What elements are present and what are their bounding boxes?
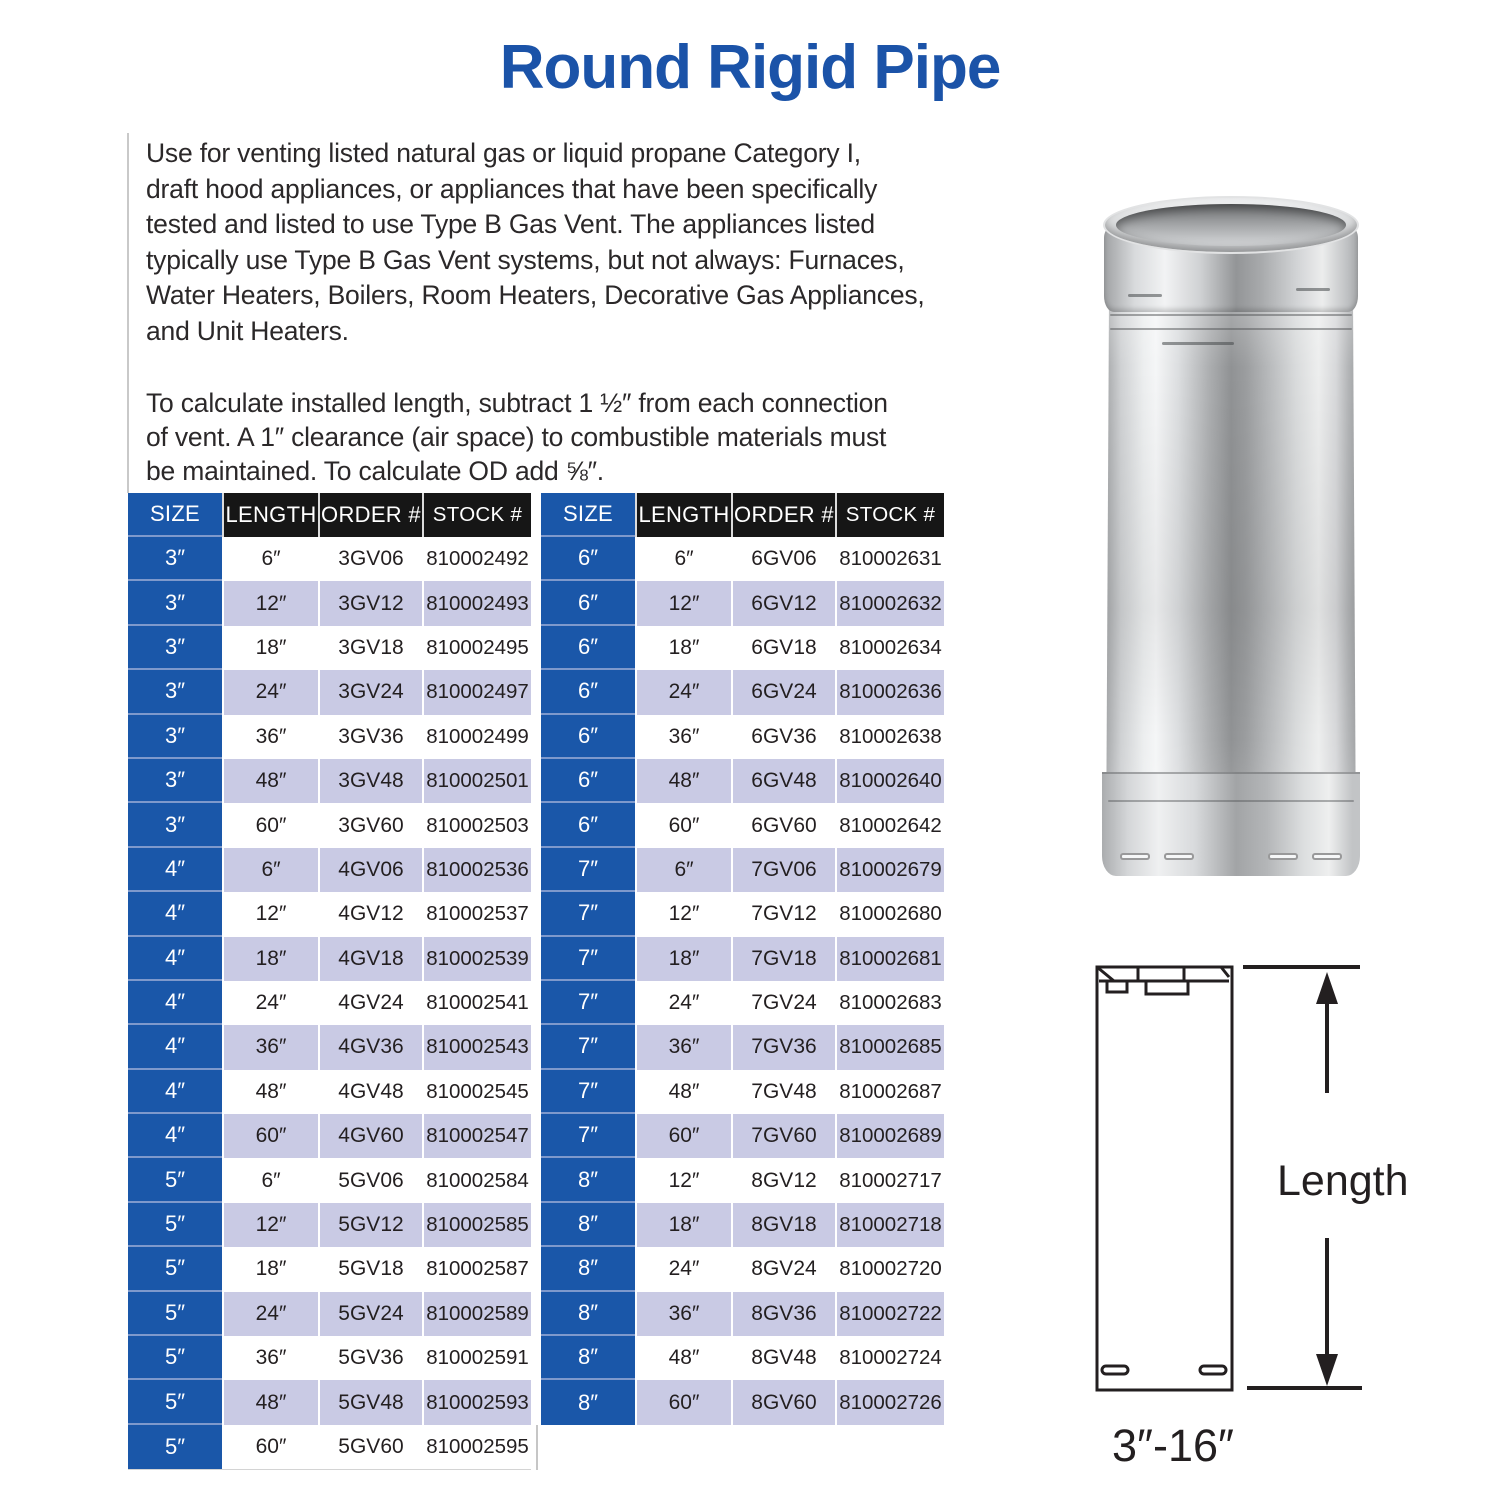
- table-row: [128, 670, 531, 714]
- length-cell: 18″: [222, 626, 318, 670]
- length-cell: 60″: [635, 803, 731, 847]
- length-cell: 48″: [222, 759, 318, 803]
- size-cell: 7″: [541, 937, 635, 981]
- size-cell: 4″: [128, 848, 222, 892]
- table-row: [541, 715, 944, 759]
- note-paragraph: [146, 386, 888, 488]
- size-cell: 4″: [128, 1070, 222, 1114]
- order-cell: 4GV48: [318, 1070, 422, 1114]
- table-row: [541, 803, 944, 847]
- size-cell: 3″: [128, 803, 222, 847]
- size-cell: 5″: [128, 1425, 222, 1469]
- length-cell: 48″: [222, 1380, 318, 1424]
- length-cell: 6″: [635, 537, 731, 581]
- size-cell: 5″: [128, 1158, 222, 1202]
- table-row: [128, 892, 531, 936]
- order-cell: 4GV18: [318, 937, 422, 981]
- stock-cell: 810002593: [422, 1380, 531, 1424]
- table-row: [128, 1380, 531, 1424]
- table-row: [541, 1336, 944, 1380]
- order-cell: 8GV18: [731, 1203, 835, 1247]
- header-length: LENGTH: [635, 493, 731, 537]
- size-cell: 5″: [128, 1247, 222, 1291]
- table-row: [541, 537, 944, 581]
- table-body: [128, 537, 531, 1469]
- size-cell: 6″: [541, 670, 635, 714]
- stock-cell: 810002585: [422, 1203, 531, 1247]
- length-cell: 24″: [635, 1247, 731, 1291]
- stock-cell: 810002724: [835, 1336, 944, 1380]
- stock-cell: 810002631: [835, 537, 944, 581]
- table-row: [128, 1070, 531, 1114]
- length-cell: 18″: [635, 626, 731, 670]
- size-cell: 3″: [128, 715, 222, 759]
- order-cell: 8GV48: [731, 1336, 835, 1380]
- stock-cell: 810002589: [422, 1292, 531, 1336]
- size-cell: 7″: [541, 981, 635, 1025]
- order-cell: 4GV24: [318, 981, 422, 1025]
- order-cell: 5GV48: [318, 1380, 422, 1424]
- stock-cell: 810002638: [835, 715, 944, 759]
- order-cell: 6GV24: [731, 670, 835, 714]
- size-cell: 8″: [541, 1203, 635, 1247]
- length-cell: 6″: [222, 1158, 318, 1202]
- table-header-row: [541, 493, 944, 537]
- stock-cell: 810002545: [422, 1070, 531, 1114]
- order-cell: 4GV36: [318, 1025, 422, 1069]
- header-stock: STOCK #: [835, 493, 944, 537]
- table-row: [128, 715, 531, 759]
- stock-cell: 810002642: [835, 803, 944, 847]
- stock-cell: 810002679: [835, 848, 944, 892]
- length-label: Length: [1277, 1157, 1409, 1205]
- size-cell: 6″: [541, 715, 635, 759]
- stock-cell: 810002632: [835, 581, 944, 625]
- size-cell: 4″: [128, 1025, 222, 1069]
- length-diagram: [1080, 950, 1420, 1410]
- length-cell: 60″: [635, 1114, 731, 1158]
- table-row: [128, 1247, 531, 1291]
- size-cell: 3″: [128, 537, 222, 581]
- table-row: [541, 581, 944, 625]
- order-cell: 4GV60: [318, 1114, 422, 1158]
- intro-line: draft hood appliances, or appliances that have been specifically: [146, 173, 878, 204]
- intro-paragraph: [146, 136, 925, 349]
- pipe-photo: [1102, 196, 1360, 876]
- size-cell: 8″: [541, 1292, 635, 1336]
- stock-cell: 810002683: [835, 981, 944, 1025]
- length-diagram-drawing: [1080, 950, 1420, 1410]
- size-cell: 6″: [541, 803, 635, 847]
- size-range-label: 3″-16″: [1112, 1420, 1234, 1471]
- table-row: [541, 981, 944, 1025]
- left-rule: [127, 133, 129, 493]
- length-cell: 60″: [635, 1380, 731, 1424]
- spec-table-right: [541, 493, 944, 1425]
- order-cell: 8GV36: [731, 1292, 835, 1336]
- stock-cell: 810002591: [422, 1336, 531, 1380]
- table-row: [128, 626, 531, 670]
- pipe-slot: [1164, 853, 1194, 860]
- order-cell: 7GV36: [731, 1025, 835, 1069]
- bottom-slot: [1200, 1366, 1226, 1374]
- note-line: To calculate installed length, subtract 1 ½″ from each connection: [146, 388, 888, 418]
- table-row: [541, 1114, 944, 1158]
- length-cell: 48″: [635, 1070, 731, 1114]
- table-row: [541, 937, 944, 981]
- page-title: Round Rigid Pipe: [499, 33, 1001, 102]
- bottom-slot: [1102, 1366, 1128, 1374]
- size-cell: 3″: [128, 759, 222, 803]
- intro-line: and Unit Heaters.: [146, 315, 349, 346]
- size-cell: 8″: [541, 1158, 635, 1202]
- length-cell: 48″: [635, 759, 731, 803]
- size-cell: 6″: [541, 537, 635, 581]
- size-cell: 3″: [128, 581, 222, 625]
- order-cell: 3GV06: [318, 537, 422, 581]
- header-order: ORDER #: [731, 493, 835, 537]
- order-cell: 3GV60: [318, 803, 422, 847]
- stock-cell: 810002595: [422, 1425, 531, 1469]
- order-cell: 6GV12: [731, 581, 835, 625]
- size-cell: 8″: [541, 1247, 635, 1291]
- length-cell: 48″: [635, 1336, 731, 1380]
- table-row: [128, 1425, 531, 1469]
- length-cell: 12″: [635, 581, 731, 625]
- order-cell: 6GV60: [731, 803, 835, 847]
- length-cell: 24″: [222, 670, 318, 714]
- length-cell: 48″: [222, 1070, 318, 1114]
- size-cell: 8″: [541, 1336, 635, 1380]
- stock-cell: 810002537: [422, 892, 531, 936]
- stock-cell: 810002543: [422, 1025, 531, 1069]
- stock-cell: 810002495: [422, 626, 531, 670]
- stock-cell: 810002689: [835, 1114, 944, 1158]
- size-cell: 3″: [128, 670, 222, 714]
- size-cell: 7″: [541, 1025, 635, 1069]
- order-cell: 5GV12: [318, 1203, 422, 1247]
- pipe-slot: [1268, 853, 1298, 860]
- note-line: be maintained. To calculate OD add ⅝″.: [146, 456, 604, 486]
- stock-cell: 810002501: [422, 759, 531, 803]
- order-cell: 8GV12: [731, 1158, 835, 1202]
- length-cell: 24″: [635, 981, 731, 1025]
- stock-cell: 810002541: [422, 981, 531, 1025]
- stock-cell: 810002547: [422, 1114, 531, 1158]
- size-cell: 7″: [541, 848, 635, 892]
- up-arrowhead: [1316, 972, 1338, 1004]
- length-cell: 12″: [635, 1158, 731, 1202]
- order-cell: 3GV12: [318, 581, 422, 625]
- intro-line: Water Heaters, Boilers, Room Heaters, Decorative Gas Appliances,: [146, 280, 925, 310]
- spec-table-left: [128, 493, 531, 1470]
- table-row: [128, 537, 531, 581]
- size-cell: 7″: [541, 1114, 635, 1158]
- order-cell: 5GV06: [318, 1158, 422, 1202]
- length-cell: 12″: [635, 892, 731, 936]
- table-row: [541, 1292, 944, 1336]
- order-cell: 3GV48: [318, 759, 422, 803]
- table-row: [541, 1158, 944, 1202]
- table-body: [541, 537, 944, 1425]
- stock-cell: 810002726: [835, 1380, 944, 1424]
- length-cell: 60″: [222, 1425, 318, 1469]
- table-row: [541, 1247, 944, 1291]
- table-row: [128, 1114, 531, 1158]
- table-row: [128, 981, 531, 1025]
- table-row: [128, 848, 531, 892]
- size-cell: 5″: [128, 1336, 222, 1380]
- length-cell: 18″: [635, 937, 731, 981]
- order-cell: 7GV12: [731, 892, 835, 936]
- length-cell: 60″: [222, 803, 318, 847]
- size-cell: 4″: [128, 892, 222, 936]
- header-stock: STOCK #: [422, 493, 531, 537]
- length-cell: 6″: [222, 537, 318, 581]
- table-row: [128, 1336, 531, 1380]
- length-cell: 36″: [222, 1336, 318, 1380]
- length-cell: 24″: [635, 670, 731, 714]
- header-order: ORDER #: [318, 493, 422, 537]
- length-cell: 36″: [222, 715, 318, 759]
- size-cell: 3″: [128, 626, 222, 670]
- pipe-slot: [1120, 853, 1150, 860]
- order-cell: 7GV24: [731, 981, 835, 1025]
- size-cell: 7″: [541, 1070, 635, 1114]
- order-cell: 3GV18: [318, 626, 422, 670]
- table-row: [541, 892, 944, 936]
- table-edge-line: [536, 1425, 538, 1470]
- order-cell: 5GV36: [318, 1336, 422, 1380]
- stock-cell: 810002584: [422, 1158, 531, 1202]
- stock-cell: 810002640: [835, 759, 944, 803]
- order-cell: 6GV48: [731, 759, 835, 803]
- stock-cell: 810002636: [835, 670, 944, 714]
- stock-cell: 810002634: [835, 626, 944, 670]
- table-row: [541, 1380, 944, 1424]
- length-cell: 60″: [222, 1114, 318, 1158]
- table-row: [128, 581, 531, 625]
- stock-cell: 810002720: [835, 1247, 944, 1291]
- length-cell: 18″: [222, 1247, 318, 1291]
- stock-cell: 810002539: [422, 937, 531, 981]
- table-header-row: [128, 493, 531, 537]
- intro-line: Use for venting listed natural gas or liquid propane Category I,: [146, 138, 861, 168]
- order-cell: 8GV60: [731, 1380, 835, 1424]
- stock-cell: 810002680: [835, 892, 944, 936]
- stock-cell: 810002685: [835, 1025, 944, 1069]
- length-cell: 36″: [635, 1025, 731, 1069]
- length-cell: 6″: [222, 848, 318, 892]
- table-row: [541, 1070, 944, 1114]
- table-row: [541, 626, 944, 670]
- table-row: [128, 1025, 531, 1069]
- size-cell: 6″: [541, 759, 635, 803]
- stock-cell: 810002492: [422, 537, 531, 581]
- intro-line: tested and listed to use Type B Gas Vent. The appliances listed: [146, 209, 875, 239]
- order-cell: 5GV24: [318, 1292, 422, 1336]
- table-row: [128, 1158, 531, 1202]
- length-cell: 36″: [222, 1025, 318, 1069]
- order-cell: 5GV60: [318, 1425, 422, 1469]
- stock-cell: 810002681: [835, 937, 944, 981]
- table-row: [541, 759, 944, 803]
- intro-line: typically use Type B Gas Vent systems, but not always: Furnaces,: [146, 244, 905, 275]
- stock-cell: 810002536: [422, 848, 531, 892]
- order-cell: 3GV36: [318, 715, 422, 759]
- table-row: [128, 1203, 531, 1247]
- size-cell: 6″: [541, 581, 635, 625]
- size-cell: 7″: [541, 892, 635, 936]
- length-cell: 24″: [222, 981, 318, 1025]
- header-size: SIZE: [541, 493, 635, 537]
- length-cell: 18″: [222, 937, 318, 981]
- table-row: [541, 670, 944, 714]
- order-cell: 4GV06: [318, 848, 422, 892]
- table-row: [128, 937, 531, 981]
- table-row: [541, 1203, 944, 1247]
- table-row: [128, 803, 531, 847]
- order-cell: 7GV48: [731, 1070, 835, 1114]
- size-cell: 5″: [128, 1380, 222, 1424]
- size-cell: 4″: [128, 981, 222, 1025]
- stock-cell: 810002722: [835, 1292, 944, 1336]
- pipe-outline: [1097, 967, 1232, 1390]
- stock-cell: 810002497: [422, 670, 531, 714]
- pipe-bottom-band: [1102, 772, 1360, 876]
- down-arrowhead: [1316, 1354, 1338, 1386]
- order-cell: 5GV18: [318, 1247, 422, 1291]
- order-cell: 6GV06: [731, 537, 835, 581]
- length-cell: 6″: [635, 848, 731, 892]
- pipe-slot: [1312, 853, 1342, 860]
- size-cell: 4″: [128, 1114, 222, 1158]
- header-size: SIZE: [128, 493, 222, 537]
- order-cell: 7GV60: [731, 1114, 835, 1158]
- order-cell: 3GV24: [318, 670, 422, 714]
- length-cell: 36″: [635, 715, 731, 759]
- stock-cell: 810002718: [835, 1203, 944, 1247]
- order-cell: 7GV18: [731, 937, 835, 981]
- table-row: [541, 1025, 944, 1069]
- size-cell: 8″: [541, 1380, 635, 1424]
- size-cell: 6″: [541, 626, 635, 670]
- length-cell: 12″: [222, 581, 318, 625]
- length-cell: 36″: [635, 1292, 731, 1336]
- table-row: [541, 848, 944, 892]
- stock-cell: 810002687: [835, 1070, 944, 1114]
- order-cell: 6GV18: [731, 626, 835, 670]
- length-cell: 18″: [635, 1203, 731, 1247]
- length-cell: 12″: [222, 892, 318, 936]
- table-row: [128, 1292, 531, 1336]
- stock-cell: 810002499: [422, 715, 531, 759]
- order-cell: 4GV12: [318, 892, 422, 936]
- order-cell: 7GV06: [731, 848, 835, 892]
- stock-cell: 810002587: [422, 1247, 531, 1291]
- order-cell: 6GV36: [731, 715, 835, 759]
- size-cell: 4″: [128, 937, 222, 981]
- length-cell: 12″: [222, 1203, 318, 1247]
- note-line: of vent. A 1″ clearance (air space) to combustible materials must: [146, 422, 887, 452]
- length-cell: 24″: [222, 1292, 318, 1336]
- stock-cell: 810002493: [422, 581, 531, 625]
- stock-cell: 810002503: [422, 803, 531, 847]
- table-row: [128, 759, 531, 803]
- pipe-opening: [1116, 204, 1346, 246]
- size-cell: 5″: [128, 1292, 222, 1336]
- size-cell: 5″: [128, 1203, 222, 1247]
- header-length: LENGTH: [222, 493, 318, 537]
- order-cell: 8GV24: [731, 1247, 835, 1291]
- stock-cell: 810002717: [835, 1158, 944, 1202]
